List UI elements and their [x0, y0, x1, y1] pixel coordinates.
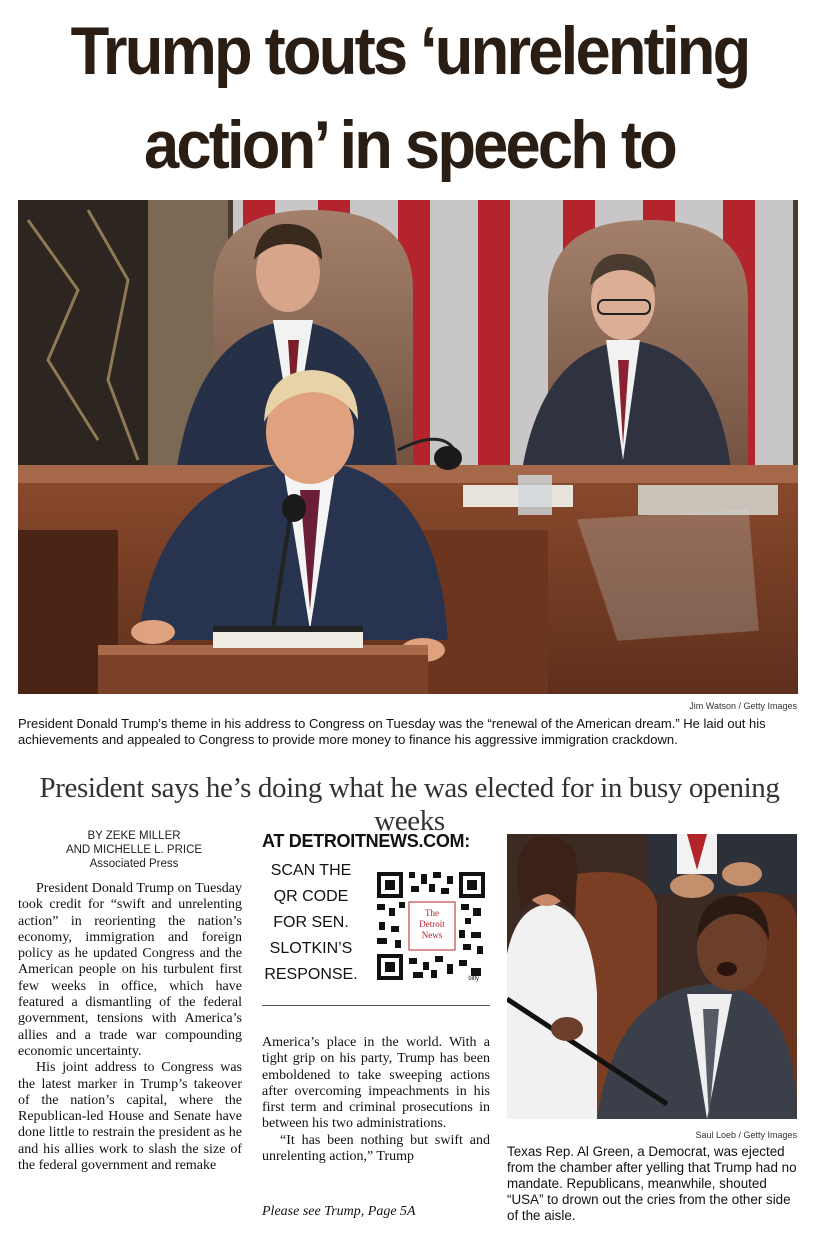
article-paragraph: His joint address to Congress was the latest marker in Trump’s takeover of the nation’s capital, where the Republican-led House and Senate have done little to restrain the president as he and his allies work to slash the size of the federal government and remake	[18, 1060, 242, 1174]
qr-logo-line-2: Detroit	[419, 919, 445, 929]
article-column-2	[262, 1035, 490, 1165]
article-paragraph: President Donald Trump on Tuesday took credit for “swift and unrelenting action” in reorienting the nation’s economy, immigration and foreign policy as he updated Congress and the American people on his turbulent first few weeks in office, which have featured a dismantling of the federal government, tensions with America’s allies and a trade war compounding economic uncertainty.	[18, 881, 242, 1059]
subheadline: President says he’s doing what he was elected for in busy opening weeks	[39, 772, 780, 837]
byline	[18, 829, 250, 871]
qr-logo-line-3: News	[421, 930, 443, 940]
article-column-1	[18, 881, 242, 1174]
article-paragraph: America’s place in the world. With a tight grip on his party, Trump has been emboldened to take sweeping actions after overcoming impeachments in his first term and criminal prosecutions in between his two administrations.	[262, 1035, 490, 1132]
side-photo-caption: Texas Rep. Al Green, a Democrat, was ejected from the chamber after yelling that Trump had no mandate. Republicans, meanwhile, shouted “USA” to drown out the cries from the other side of the aisle.	[507, 1144, 797, 1223]
byline-author-1: BY ZEKE MILLER	[87, 830, 181, 842]
main-photo	[18, 200, 798, 694]
headline-line-1: Trump touts ‘unrelenting	[70, 13, 749, 89]
qr-footer: bitly	[468, 976, 479, 982]
main-photo-illustration	[18, 200, 798, 694]
promo-title: AT DETROITNEWS.COM:	[262, 831, 470, 851]
qr-code[interactable]	[375, 870, 487, 982]
main-photo-credit: Jim Watson / Getty Images	[689, 701, 797, 711]
promo-text: SCAN THE QR CODE FOR SEN. SLOTKIN’S RESPONSE.	[264, 862, 358, 983]
jump-line-link[interactable]: Please see Trump, Page 5A	[262, 1204, 416, 1219]
main-photo-caption: President Donald Trump’s theme in his address to Congress on Tuesday was the “renewal of the American dream.” He laid out his achievements and appealed to Congress to provide more money to finance his aggressive immigration crackdown.	[18, 716, 766, 747]
qr-code-graphic	[375, 870, 487, 982]
byline-agency: Associated Press	[89, 858, 179, 870]
promo-divider	[262, 1005, 490, 1006]
qr-logo-line-1: The	[425, 908, 439, 918]
byline-author-2: AND MICHELLE L. PRICE	[65, 844, 203, 856]
headline-line-2: action’ in speech to	[143, 107, 676, 183]
side-photo	[507, 834, 797, 1119]
side-photo-illustration	[507, 834, 797, 1119]
side-photo-credit: Saul Loeb / Getty Images	[695, 1130, 797, 1140]
article-paragraph: “It has been nothing but swift and unrelenting action,” Trump	[262, 1132, 490, 1165]
